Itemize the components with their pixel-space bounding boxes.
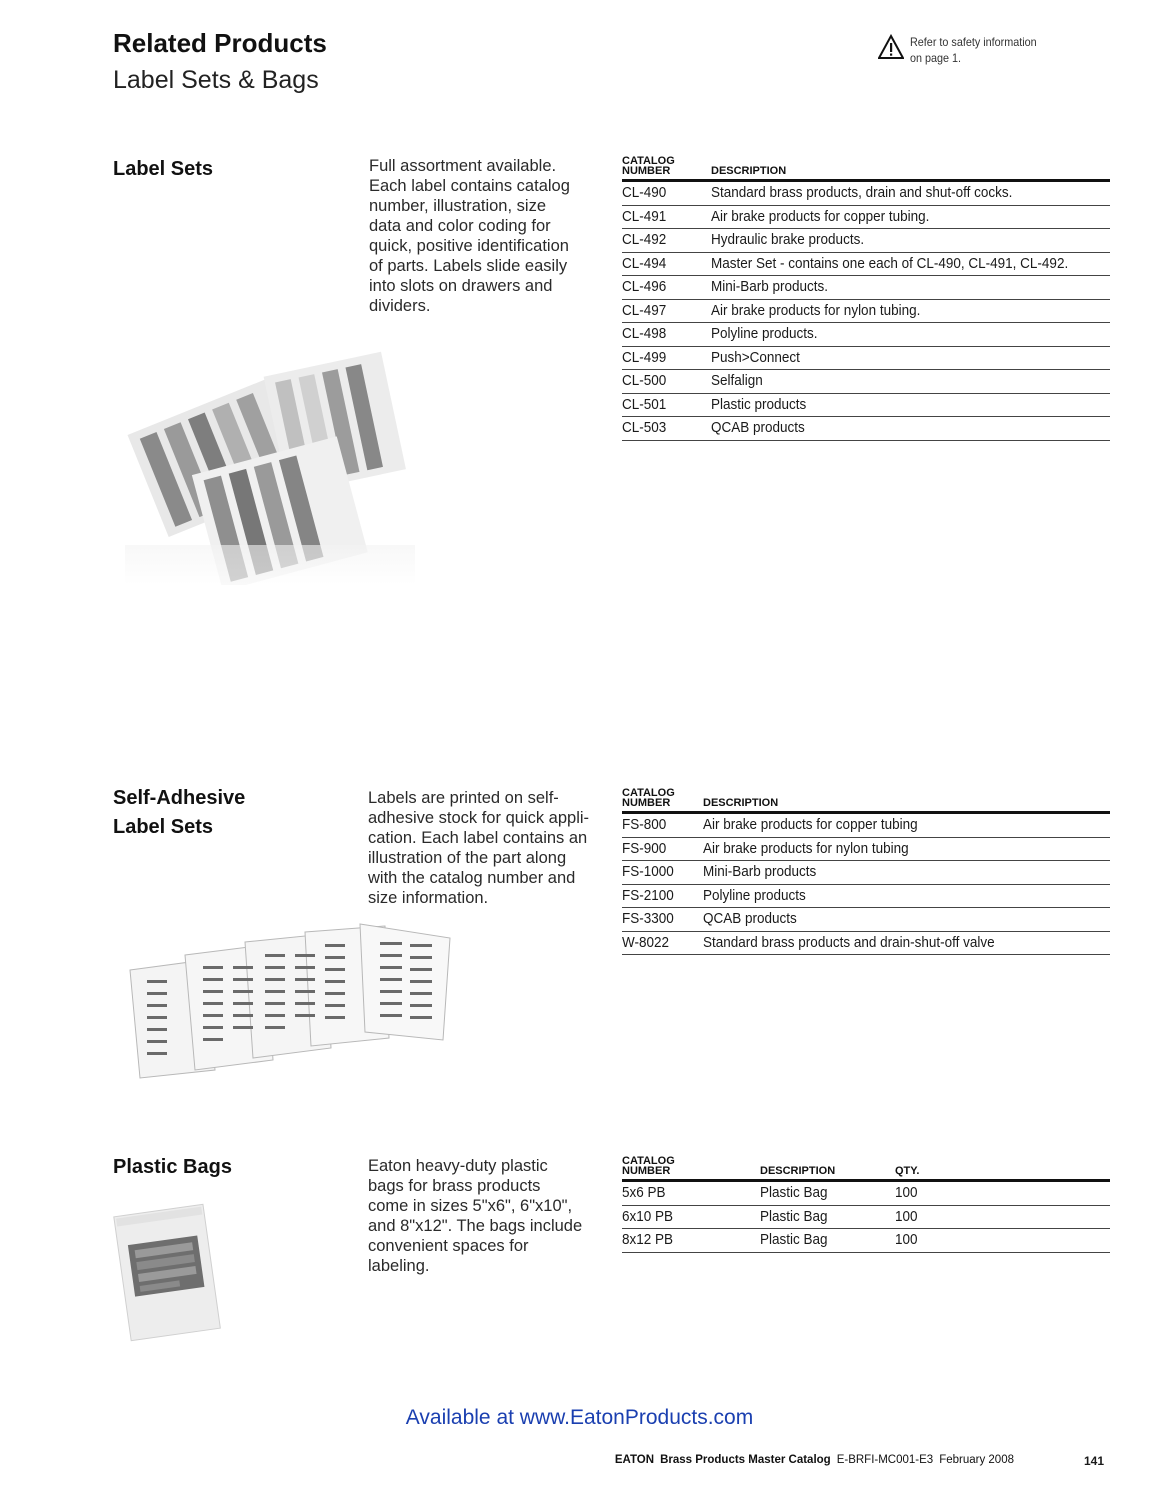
cell-catalog bbox=[622, 1205, 760, 1229]
desc-line: dividers. bbox=[369, 297, 431, 315]
table-row bbox=[622, 837, 1110, 861]
desc-line: labeling. bbox=[368, 1257, 430, 1275]
desc-line: number, illustration, size bbox=[369, 197, 546, 215]
cell-catalog bbox=[622, 1181, 760, 1206]
desc-line: Full assortment available. bbox=[369, 157, 557, 175]
description-text: Mini-Barb products. bbox=[711, 278, 829, 295]
cell-catalog bbox=[622, 346, 711, 370]
description-text: Air brake products for nylon tubing. bbox=[711, 301, 921, 319]
cell-qty bbox=[895, 1181, 1110, 1206]
col-description: DESCRIPTION bbox=[760, 1156, 895, 1181]
desc-line: come in sizes 5"x6", 6"x10", bbox=[368, 1197, 573, 1215]
cell-catalog bbox=[622, 417, 711, 441]
desc-line: into slots on drawers and bbox=[369, 277, 553, 295]
cell-description bbox=[711, 205, 1110, 229]
catalog-text: CL-496 bbox=[622, 278, 667, 295]
qty-text: 100 bbox=[895, 1184, 918, 1201]
catalog-text: CL-497 bbox=[622, 301, 667, 319]
desc-line: size information. bbox=[368, 889, 489, 907]
table-row bbox=[622, 205, 1110, 229]
label-sets-image bbox=[125, 345, 415, 585]
desc-line: data and color coding for bbox=[369, 217, 551, 235]
table-row bbox=[622, 931, 1110, 955]
col-description: DESCRIPTION bbox=[711, 156, 1110, 181]
desc-line: adhesive stock for quick appli- bbox=[368, 809, 590, 827]
description-text: QCAB products bbox=[711, 419, 805, 436]
footer-doc-code: E-BRFI-MC001-E3 bbox=[836, 1454, 934, 1466]
table-row bbox=[622, 813, 1110, 838]
catalog-text: CL-492 bbox=[622, 231, 667, 248]
description-text: Standard brass products and drain-shut-off valve bbox=[703, 933, 995, 951]
cell-description bbox=[711, 417, 1110, 441]
page-number: 141 bbox=[1084, 1454, 1105, 1468]
safety-text-line2: on page 1. bbox=[910, 51, 962, 65]
table-row bbox=[622, 370, 1110, 394]
table-row bbox=[622, 1229, 1110, 1253]
footer-date: February 2008 bbox=[939, 1454, 1014, 1466]
plastic-bags-description bbox=[368, 1156, 582, 1276]
title-line: Self-Adhesive bbox=[113, 787, 246, 809]
cell-catalog bbox=[622, 931, 703, 955]
cell-catalog bbox=[622, 813, 703, 838]
cell-catalog bbox=[622, 884, 703, 908]
desc-line: Labels are printed on self- bbox=[368, 789, 559, 807]
plastic-bag-image bbox=[110, 1200, 225, 1345]
catalog-text: FS-3300 bbox=[622, 910, 674, 927]
description-text: Standard brass products, drain and shut-off cocks. bbox=[711, 184, 1013, 201]
cell-catalog bbox=[622, 908, 703, 932]
qty-text: 100 bbox=[895, 1231, 918, 1248]
cell-description bbox=[711, 181, 1110, 206]
cell-catalog bbox=[622, 299, 711, 323]
title-line: Label Sets bbox=[113, 816, 214, 838]
cell-description bbox=[711, 252, 1110, 276]
col-header-line: CATALOG bbox=[622, 787, 675, 799]
col-catalog-number bbox=[622, 156, 711, 181]
cell-description bbox=[711, 370, 1110, 394]
desc-line: convenient spaces for bbox=[368, 1237, 529, 1255]
desc-line: Each label contains catalog bbox=[369, 177, 570, 195]
table-row bbox=[622, 417, 1110, 441]
cell-catalog bbox=[622, 276, 711, 300]
cell-description bbox=[711, 323, 1110, 347]
catalog-text: CL-490 bbox=[622, 184, 667, 201]
plastic-bags-table bbox=[622, 1156, 1110, 1253]
cell-description bbox=[711, 346, 1110, 370]
cell-description bbox=[703, 861, 1110, 885]
cell-qty bbox=[895, 1205, 1110, 1229]
page-subtitle: Label Sets & Bags bbox=[113, 66, 319, 94]
desc-line: with the catalog number and bbox=[368, 869, 576, 887]
label-sets-title: Label Sets bbox=[113, 158, 214, 180]
catalog-text: CL-491 bbox=[622, 207, 667, 225]
catalog-text: FS-2100 bbox=[622, 886, 674, 904]
cell-catalog bbox=[622, 861, 703, 885]
description-text: Mini-Barb products bbox=[703, 863, 817, 880]
cell-catalog bbox=[622, 393, 711, 417]
table-row bbox=[622, 181, 1110, 206]
cell-description bbox=[703, 837, 1110, 861]
safety-notice bbox=[878, 34, 1051, 66]
cell-description bbox=[703, 908, 1110, 932]
desc-line: of parts. Labels slide easily bbox=[369, 257, 568, 275]
cell-description bbox=[703, 813, 1110, 838]
cell-description bbox=[711, 299, 1110, 323]
cell-description bbox=[760, 1229, 895, 1253]
col-catalog-number bbox=[622, 1156, 760, 1181]
cell-description bbox=[760, 1181, 895, 1206]
catalog-text: 6x10 PB bbox=[622, 1207, 674, 1225]
cell-description bbox=[703, 931, 1110, 955]
table-row bbox=[622, 229, 1110, 253]
plastic-bags-title: Plastic Bags bbox=[113, 1156, 232, 1178]
table-row bbox=[622, 393, 1110, 417]
cell-description bbox=[711, 229, 1110, 253]
desc-line: illustration of the part along bbox=[368, 849, 567, 867]
description-text: Selfalign bbox=[711, 372, 763, 389]
table-row bbox=[622, 323, 1110, 347]
cell-catalog bbox=[622, 837, 703, 861]
footer-info bbox=[615, 1454, 1106, 1466]
catalog-text: CL-503 bbox=[622, 419, 667, 436]
catalog-text: FS-1000 bbox=[622, 863, 674, 880]
footer-brand: EATON bbox=[614, 1454, 655, 1466]
table-row bbox=[622, 276, 1110, 300]
self-adhesive-table bbox=[622, 788, 1110, 955]
description-text: Push>Connect bbox=[711, 348, 800, 366]
warning-triangle-icon bbox=[878, 34, 904, 60]
cell-qty bbox=[895, 1229, 1110, 1253]
cell-description bbox=[711, 393, 1110, 417]
table-row bbox=[622, 1205, 1110, 1229]
qty-text: 100 bbox=[895, 1207, 918, 1225]
cell-catalog bbox=[622, 1229, 760, 1253]
catalog-text: CL-500 bbox=[622, 372, 667, 389]
table-row bbox=[622, 908, 1110, 932]
cell-description bbox=[760, 1205, 895, 1229]
cell-catalog bbox=[622, 323, 711, 347]
catalog-text: CL-499 bbox=[622, 348, 667, 366]
label-sets-table bbox=[622, 156, 1110, 441]
self-adhesive-description bbox=[368, 788, 589, 908]
description-text: QCAB products bbox=[703, 910, 797, 927]
desc-line: and 8"x12". The bags include bbox=[368, 1217, 583, 1235]
footer-catalog-name: Brass Products Master Catalog bbox=[660, 1454, 831, 1466]
col-header-line: NUMBER bbox=[622, 797, 671, 809]
catalog-text: CL-494 bbox=[622, 254, 667, 272]
label-sets-description bbox=[369, 156, 570, 316]
cell-catalog bbox=[622, 181, 711, 206]
cell-catalog bbox=[622, 370, 711, 394]
catalog-text: FS-800 bbox=[622, 816, 667, 833]
description-text: Polyline products. bbox=[711, 325, 818, 342]
footer-website-link[interactable]: Available at www.EatonProducts.com bbox=[405, 1406, 754, 1429]
table-row bbox=[622, 884, 1110, 908]
desc-line: quick, positive identification bbox=[369, 237, 569, 255]
col-header-line: NUMBER bbox=[622, 165, 671, 177]
description-text: Master Set - contains one each of CL-490, CL-491, CL-492. bbox=[711, 254, 1069, 272]
table-row bbox=[622, 346, 1110, 370]
cell-catalog bbox=[622, 229, 711, 253]
col-catalog-number bbox=[622, 788, 703, 813]
desc-line: Eaton heavy-duty plastic bbox=[368, 1157, 548, 1175]
col-description: DESCRIPTION bbox=[703, 788, 1110, 813]
safety-text-line1: Refer to safety information bbox=[910, 35, 1037, 49]
cell-catalog bbox=[622, 205, 711, 229]
description-text: Plastic products bbox=[711, 395, 807, 413]
desc-line: cation. Each label contains an bbox=[368, 829, 588, 847]
cell-description bbox=[703, 884, 1110, 908]
table-row bbox=[622, 299, 1110, 323]
self-adhesive-title bbox=[113, 784, 245, 842]
description-text: Polyline products bbox=[703, 886, 806, 904]
catalog-text: W-8022 bbox=[622, 933, 670, 951]
description-text: Air brake products for copper tubing. bbox=[711, 207, 930, 225]
description-text: Hydraulic brake products. bbox=[711, 231, 865, 248]
table-row bbox=[622, 252, 1110, 276]
self-adhesive-image bbox=[125, 920, 455, 1082]
catalog-text: CL-498 bbox=[622, 325, 667, 342]
col-qty: QTY. bbox=[895, 1156, 1110, 1181]
desc-line: bags for brass products bbox=[368, 1177, 541, 1195]
col-header-line: CATALOG bbox=[622, 155, 675, 167]
cell-catalog bbox=[622, 252, 711, 276]
table-row bbox=[622, 861, 1110, 885]
catalog-text: CL-501 bbox=[622, 395, 667, 413]
description-text: Plastic Bag bbox=[760, 1231, 828, 1248]
catalog-text: FS-900 bbox=[622, 839, 667, 857]
col-header-line: NUMBER bbox=[622, 1165, 671, 1177]
description-text: Air brake products for nylon tubing bbox=[703, 839, 909, 857]
description-text: Plastic Bag bbox=[760, 1207, 828, 1225]
description-text: Plastic Bag bbox=[760, 1184, 828, 1201]
description-text: Air brake products for copper tubing bbox=[703, 816, 918, 833]
catalog-text: 5x6 PB bbox=[622, 1184, 666, 1201]
cell-description bbox=[711, 276, 1110, 300]
table-row bbox=[622, 1181, 1110, 1206]
page-title: Related Products bbox=[113, 28, 327, 58]
catalog-text: 8x12 PB bbox=[622, 1231, 674, 1248]
col-header-line: CATALOG bbox=[622, 1155, 675, 1167]
